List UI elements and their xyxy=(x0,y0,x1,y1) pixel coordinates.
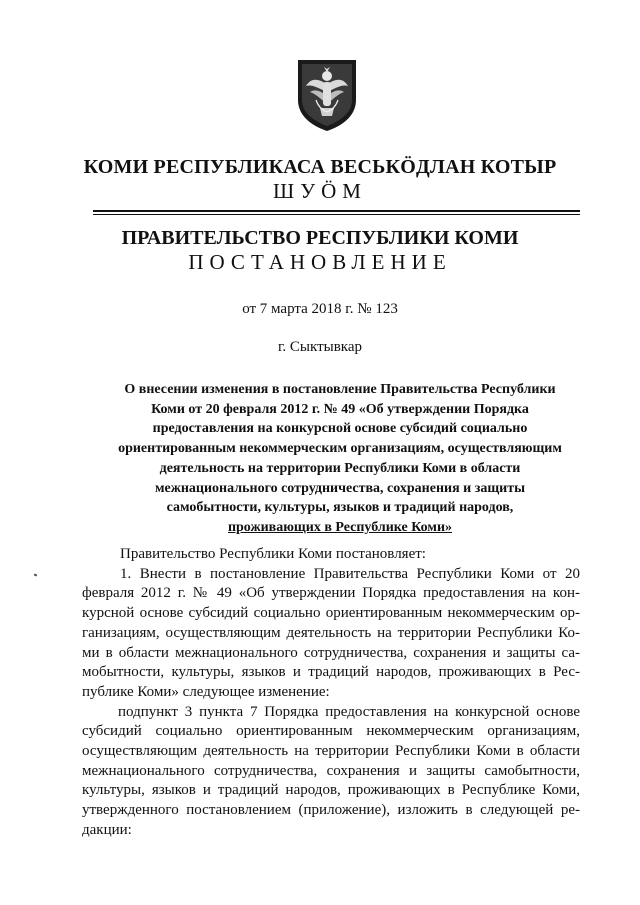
body-line: утвержденного постановлением (приложение), изложить в следующей ре- xyxy=(82,802,580,819)
title-line: Коми от 20 февраля 2012 г. № 49 «Об утверждении Порядка xyxy=(151,401,529,417)
header-komi-subtitle: ШУӦМ xyxy=(273,179,367,203)
body-line: курсной основе субсидий социально ориентированным некоммерческим ор- xyxy=(82,605,580,622)
body-line: подпункт 3 пункта 7 Порядка предоставления на конкурсной основе xyxy=(118,703,580,720)
body-line: дакции: xyxy=(82,821,132,838)
body-line: Правительство Республики Коми постановляет: xyxy=(120,546,426,562)
title-line: О внесении изменения в постановление Правительства Республики xyxy=(124,382,556,397)
body-line: мобытности, культуры, языков и традиций народов, проживающих в Рес- xyxy=(82,664,580,681)
resolution-title xyxy=(80,380,600,538)
body-line: осуществляющим деятельность на территории Республики Коми в области xyxy=(82,743,580,760)
document-date-number: от 7 марта 2018 г. № 123 xyxy=(242,301,398,317)
header-komi-title: КОМИ РЕСПУБЛИКАСА ВЕСЬКӦДЛАН КОТЫР xyxy=(83,156,557,178)
title-line-underlined xyxy=(80,518,600,538)
body-line: 1. Внести в постановление Правительства Республики Коми от 20 xyxy=(120,565,580,582)
resolution-body xyxy=(82,545,580,841)
body-line: межнационального сотрудничества, сохранения и защиты самобытности, xyxy=(82,762,580,779)
header-ru-subtitle: ПОСТАНОВЛЕНИЕ xyxy=(188,250,452,274)
title-line: предоставления на конкурсной основе субсидий социально xyxy=(152,421,528,437)
underlined-text: проживающих в Республике Коми» xyxy=(227,519,453,535)
title-line: самобытности, культуры, языков и традиций народов, xyxy=(166,500,514,516)
komi-coat-of-arms-icon xyxy=(296,56,358,132)
body-line: культуры, языков и традиций народов, проживающих в Республике Коми, xyxy=(82,782,580,799)
body-line: ми в области межнационального сотрудничества, сохранения и защиты са- xyxy=(82,644,580,661)
body-line: ганизациям, осуществляющим деятельность на территории Республики Ко- xyxy=(82,624,580,641)
document-city: г. Сыктывкар xyxy=(277,339,363,355)
body-line: публике Коми» следующее изменение: xyxy=(82,683,330,700)
title-line: деятельность на территории Республики Коми в области xyxy=(159,460,521,476)
title-line: ориентированным некоммерческим организациям, осуществляющим xyxy=(118,441,562,457)
title-line: межнационального сотрудничества, сохранения и защиты xyxy=(154,480,526,496)
header-divider-thin xyxy=(93,214,580,215)
body-line: субсидий социально ориентированным некоммерческим организациям, xyxy=(82,723,580,740)
header-divider-thick xyxy=(93,210,580,212)
body-line: февраля 2012 г. № 49 «Об утверждении Порядка предоставления на кон- xyxy=(82,585,580,602)
header-ru-title: ПРАВИТЕЛЬСТВО РЕСПУБЛИКИ КОМИ xyxy=(121,227,519,249)
scan-speck xyxy=(34,574,38,577)
